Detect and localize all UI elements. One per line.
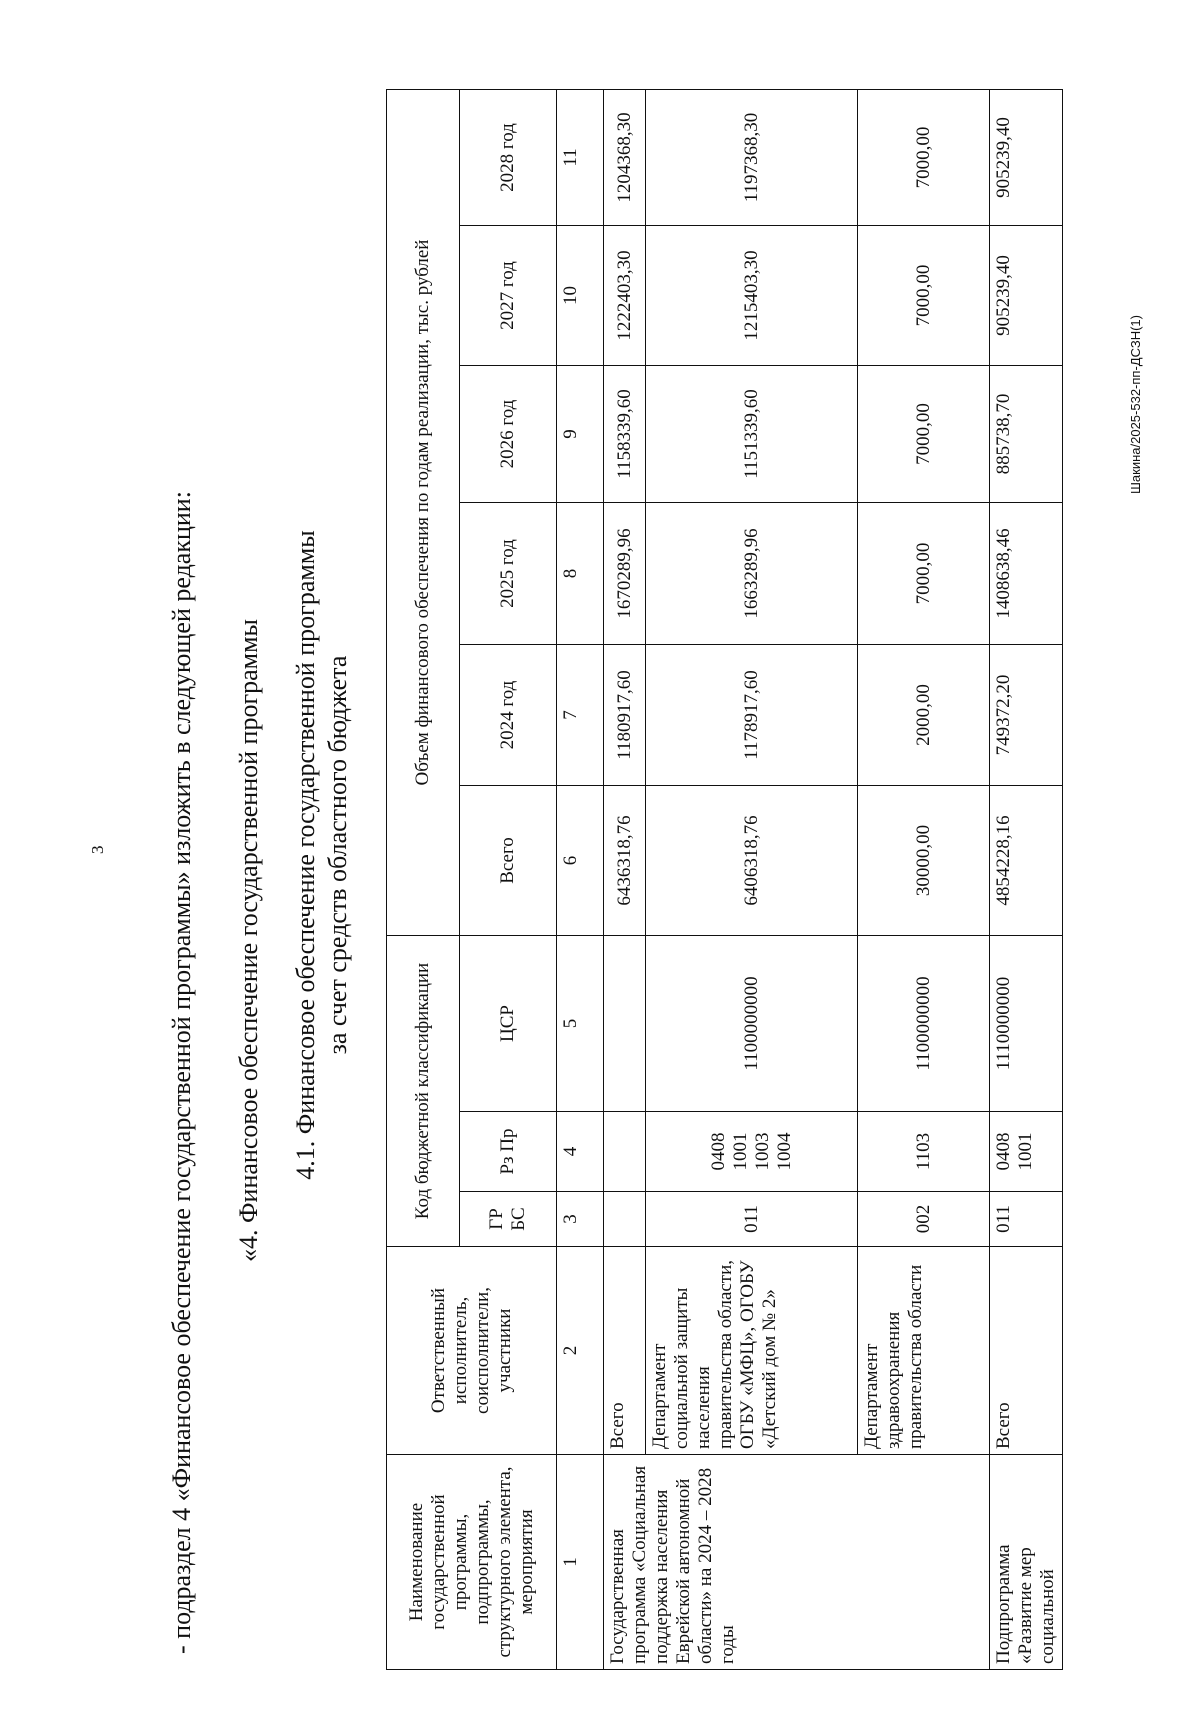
header-total: Всего (460, 786, 557, 936)
csr-cell: 1100000000 (858, 936, 990, 1112)
header-volume: Объем финансового обеспечения по годам реализации, тыс. рублей (387, 90, 460, 936)
header-2024: 2024 год (460, 645, 557, 786)
header-grbs: ГР БС (460, 1192, 557, 1247)
column-number-row (557, 90, 604, 1670)
csr-cell: 1100000000 (646, 936, 858, 1112)
table-row (858, 90, 990, 1670)
total-cell: 6436318,76 (604, 786, 646, 936)
executor-cell: Всего (990, 1247, 1063, 1455)
value-2024-cell: 1178917,60 (646, 645, 858, 786)
header-executor: Ответственный исполнитель, соисполнители, участники (387, 1247, 557, 1455)
value-2025-cell: 7000,00 (858, 503, 990, 645)
total-cell: 6406318,76 (646, 786, 858, 936)
rzpr-cell (858, 1112, 990, 1192)
rzpr-code: 0408 (993, 1132, 1014, 1171)
value-2027-cell: 7000,00 (858, 226, 990, 366)
rzpr-cell (990, 1112, 1063, 1192)
grbs-cell (604, 1192, 646, 1247)
intro-text: - подраздел 4 «Финансовое обеспечение государственной программы» изложить в следующей редакции: (167, 491, 196, 1654)
value-2027-cell: 1215403,30 (646, 226, 858, 366)
value-2027-cell: 905239,40 (990, 226, 1063, 366)
header-rzpr: Рз Пр (460, 1112, 557, 1192)
csr-cell (604, 936, 646, 1112)
section-heading: «4. Финансовое обеспечение государственной программы (234, 618, 263, 1262)
value-2026-cell: 1158339,60 (604, 366, 646, 503)
csr-cell: 1110000000 (990, 936, 1063, 1112)
table-row (604, 90, 646, 1670)
rzpr-code: 1003 (751, 1132, 773, 1171)
header-name: Наименование государственной программы, подпрограммы, структурного элемента, мероприятия (387, 1455, 557, 1670)
grbs-cell: 002 (858, 1192, 990, 1247)
subsection-heading-line2: за счет средств областного бюджета (323, 655, 352, 1055)
rzpr-cell (646, 1112, 858, 1192)
subsection-heading (290, 0, 354, 1710)
value-2025-cell: 1670289,96 (604, 503, 646, 645)
column-number: 2 (557, 1247, 604, 1455)
page-number: 3 (88, 845, 107, 854)
column-number: 8 (557, 503, 604, 645)
value-2026-cell: 7000,00 (858, 366, 990, 503)
value-2028-cell: 7000,00 (858, 90, 990, 226)
grbs-cell: 011 (646, 1192, 858, 1247)
table-row (646, 90, 858, 1670)
column-number: 11 (557, 90, 604, 226)
column-number: 5 (557, 936, 604, 1112)
table-row (990, 90, 1063, 1670)
header-2027: 2027 год (460, 226, 557, 366)
rzpr-code: 1001 (729, 1132, 751, 1171)
value-2024-cell: 749372,20 (990, 645, 1063, 786)
executor-cell: Департамент здравоохранения правительства области (858, 1247, 990, 1455)
rzpr-code: 0408 (707, 1132, 729, 1171)
header-csr: ЦСР (460, 936, 557, 1112)
total-cell: 30000,00 (858, 786, 990, 936)
executor-cell: Всего (604, 1247, 646, 1455)
financing-table (386, 89, 1063, 1670)
column-number: 4 (557, 1112, 604, 1192)
subprogram-name-cell: Подпрограмма «Развитие мер социальной (990, 1455, 1063, 1670)
column-number: 7 (557, 645, 604, 786)
column-number: 9 (557, 366, 604, 503)
value-2028-cell: 1197368,30 (646, 90, 858, 226)
value-2027-cell: 1222403,30 (604, 226, 646, 366)
rzpr-code: 1004 (773, 1132, 795, 1171)
rzpr-code: 1103 (912, 1132, 934, 1171)
value-2026-cell: 885738,70 (990, 366, 1063, 503)
value-2024-cell: 1180917,60 (604, 645, 646, 786)
header-budget-code: Код бюджетной классификации (387, 936, 460, 1247)
column-number: 6 (557, 786, 604, 936)
value-2025-cell: 1663289,96 (646, 503, 858, 645)
total-cell: 4854228,16 (990, 786, 1063, 936)
rzpr-code: 1001 (1015, 1132, 1036, 1171)
value-2028-cell: 1204368,30 (604, 90, 646, 226)
header-2025: 2025 год (460, 503, 557, 645)
column-number: 10 (557, 226, 604, 366)
document-footer: Шакина/2025-532-пп-ДСЗН(1) (1128, 315, 1143, 494)
column-number: 1 (557, 1455, 604, 1670)
grbs-cell: 011 (990, 1192, 1063, 1247)
executor-cell: Департамент социальной защиты населения правительства области, ОГБУ «МФЦ», ОГОБУ «Детский дом № 2» (646, 1247, 858, 1455)
rzpr-cell (604, 1112, 646, 1192)
subsection-heading-line1: 4.1. Финансовое обеспечение государственной программы (291, 530, 320, 1180)
value-2028-cell: 905239,40 (990, 90, 1063, 226)
header-2026: 2026 год (460, 366, 557, 503)
program-name-cell: Государственная программа «Социальная поддержка населения Еврейской автономной области» на 2024 – 2028 годы (604, 1455, 990, 1670)
header-2028: 2028 год (460, 90, 557, 226)
value-2024-cell: 2000,00 (858, 645, 990, 786)
value-2026-cell: 1151339,60 (646, 366, 858, 503)
value-2025-cell: 1408638,46 (990, 503, 1063, 645)
column-number: 3 (557, 1192, 604, 1247)
